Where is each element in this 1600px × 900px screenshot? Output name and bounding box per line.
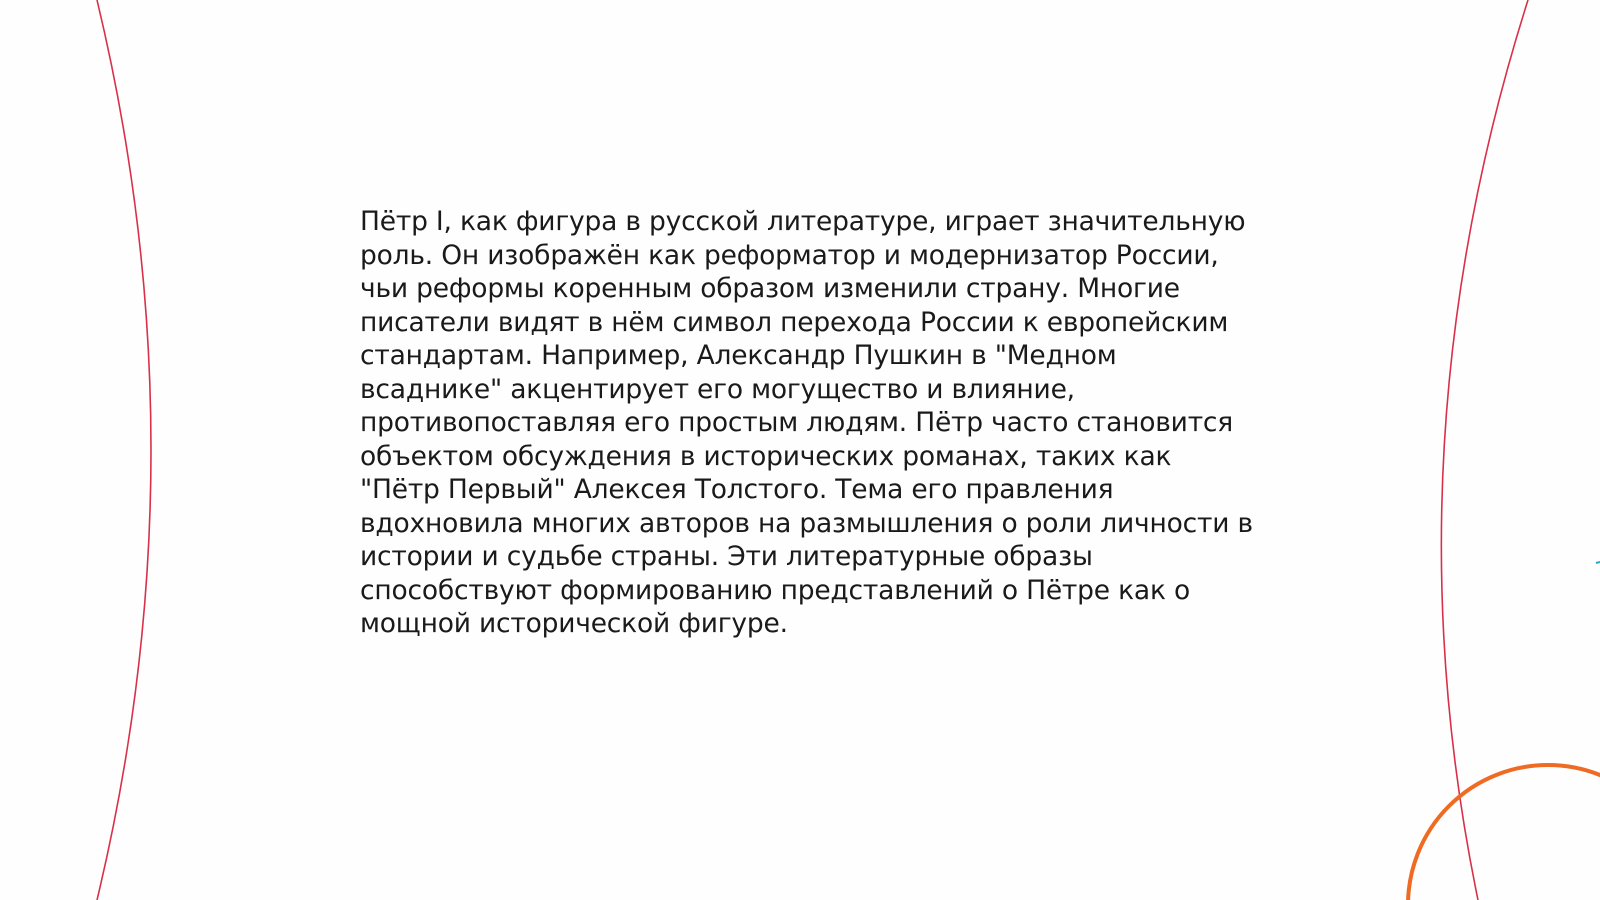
accent-tick: [1596, 562, 1600, 563]
body-paragraph: Пётр I, как фигура в русской литературе, играет значительную роль. Он изображён как реформатор и модернизатор России, чьи реформы коренным образом изменили страну. Многие писатели видят в нём символ перехода России к европейским стандартам. Например, Александр Пушкин в "Медном всаднике" акцентирует его могущество и влияние, противопоставляя его простым людям. Пётр часто становится объектом обсуждения в исторических романах, таких как "Пётр Первый" Алексея Толстого. Тема его правления вдохновила многих авторов на размышления о роли личности в истории и судьбе страны. Эти литературные образы способствуют формированию представлений о Пётре как о мощной исторической фигуре.: [360, 206, 1253, 639]
corner-circle: [1408, 765, 1600, 900]
right-arc-line: [1441, 0, 1528, 900]
left-arc-line: [97, 0, 151, 900]
